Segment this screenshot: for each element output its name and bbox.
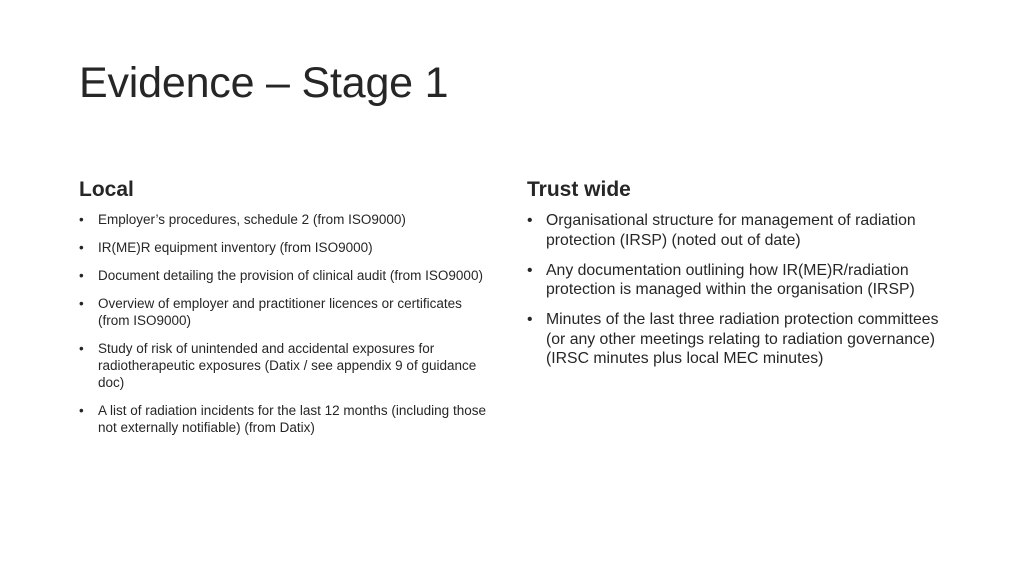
local-column [79, 177, 494, 447]
list-item [79, 402, 494, 436]
list-item-text: Any documentation outlining how IR(ME)R/radiation protection is managed within the organisation (IRSP) [546, 261, 915, 299]
list-item [79, 267, 494, 284]
bullet-icon: • [527, 311, 533, 329]
list-item [79, 295, 494, 329]
list-item [527, 261, 947, 300]
trust-wide-column [527, 177, 947, 379]
slide-title: Evidence – Stage 1 [79, 59, 449, 107]
local-heading: Local [79, 178, 134, 201]
list-item-text: Document detailing the provision of clinical audit (from ISO9000) [98, 268, 483, 284]
list-item [79, 239, 494, 256]
trust-wide-heading: Trust wide [527, 178, 631, 201]
trust-wide-bullet-list [527, 211, 947, 369]
list-item-text: Study of risk of unintended and accidental exposures for radiotherapeutic exposures (Datix / see appendix 9 of guidance doc) [98, 341, 477, 391]
list-item-text: Overview of employer and practitioner licences or certificates (from ISO9000) [98, 296, 462, 329]
bullet-icon: • [527, 212, 533, 230]
local-bullet-list [79, 211, 494, 436]
bullet-icon: • [527, 261, 533, 279]
bullet-icon: • [79, 296, 84, 312]
bullet-icon: • [79, 341, 84, 357]
list-item-text: Minutes of the last three radiation protection committees (or any other meetings relating to radiation governance) (IRSC minutes plus local MEC minutes) [546, 311, 939, 368]
list-item [527, 310, 947, 369]
bullet-icon: • [79, 212, 84, 228]
list-item-text: A list of radiation incidents for the last 12 months (including those not externally notifiable) (from Datix) [98, 403, 486, 436]
list-item [527, 211, 947, 250]
list-item-text: Organisational structure for management of radiation protection (IRSP) (noted out of date) [546, 212, 916, 249]
list-item-text: Employer’s procedures, schedule 2 (from ISO9000) [98, 212, 406, 228]
bullet-icon: • [79, 403, 84, 419]
list-item [79, 340, 494, 391]
list-item [79, 211, 494, 228]
bullet-icon: • [79, 240, 84, 256]
list-item-text: IR(ME)R equipment inventory (from ISO9000) [98, 240, 373, 256]
bullet-icon: • [79, 268, 84, 284]
